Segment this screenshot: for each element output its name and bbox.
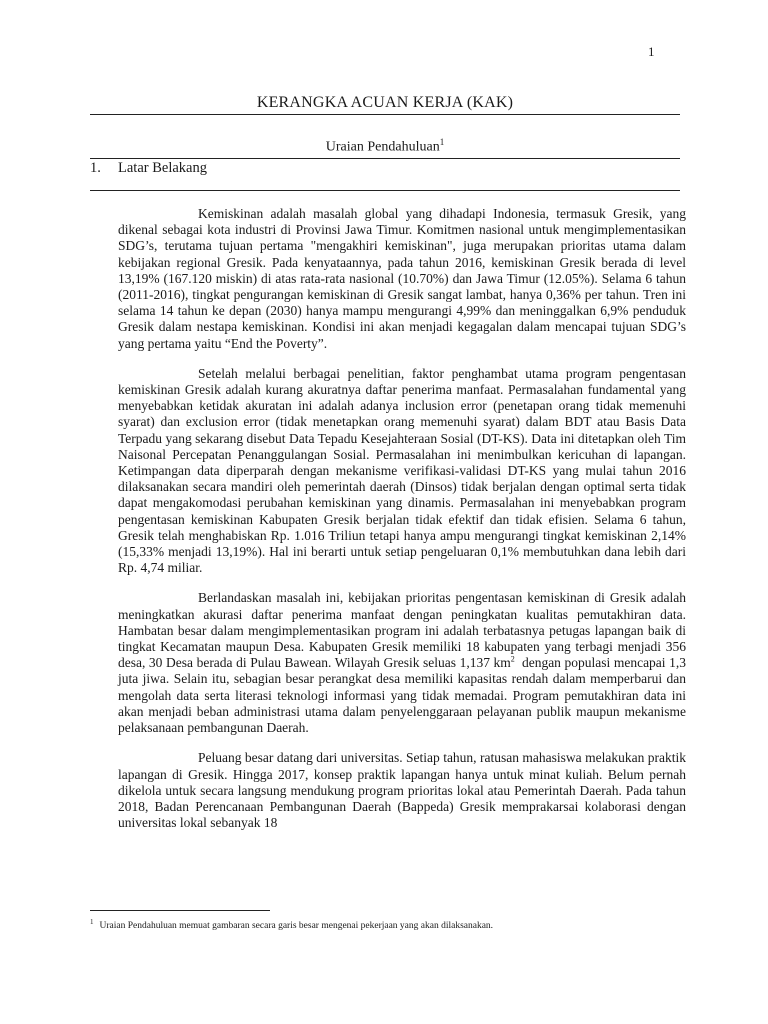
- subtitle-text: Uraian Pendahuluan: [325, 139, 440, 155]
- paragraph-2: Setelah melalui berbagai penelitian, faktor penghambat utama program pengentasan kemiskinan Gresik adalah kurang akuratnya daftar penerima manfaat. Permasalahan fundamental yang menyebabkan ketidak akuratan ini adalah adanya inclusion error (penetapan orang tidak memenuhi syarat) dan exclusion error (tidak menetapkan orang memenuhi syarat) dalam BDT atau Basis Data Terpadu yang sekarang disebut Data Tepadu Kesejahteraan Sosial (DT-KS). Data ini ditetapkan oleh Tim Naisonal Percepatan Penanggulangan Sosial. Permasalahan ini menimbulkan kericuhan di lapangan. Ketimpangan data diperparah dengan mekanisme verifikasi-validasi DT-KS yang mulai tahun 2016 dilaksanakan secara mandiri oleh pemerintah daerah (Dinsos) tidak berjalan dengan optimal serta tidak dapat mengakomodasi perubahan kemiskinan yang dinamis. Permasalahan ini menyebabkan program pengentasan kemiskinan Kabupaten Gresik berjalan tidak efektif dan tidak efisien. Selama 6 tahun, Gresik telah menghabiskan Rp. 1.016 Triliun tetapi hanya ampu mengurangi tingkat kemiskinan 2,14% (15,33% menjadi 13,19%). Hal ini berarti untuk setiap pengeluaran 0,1% membutuhkan dana lebih dari Rp. 4,74 miliar.: [118, 365, 686, 576]
- footnote-mark: 1: [90, 918, 94, 926]
- section-number: 1.: [90, 160, 101, 176]
- section-rule-top: [90, 158, 680, 159]
- superscript-km: 2: [510, 654, 515, 664]
- footnote-text: Uraian Pendahuluan memuat gambaran secara garis besar mengenai pekerjaan yang akan dilaksanakan.: [99, 921, 494, 932]
- footnote: [90, 918, 680, 931]
- body-text: [118, 206, 686, 845]
- paragraph-3-part-b: dengan populasi mencapai 1,3 juta jiwa. Selain itu, sebagian besar perangkat desa memiliki kapasitas rendah dalam memperbarui dan mengolah data serta literasi teknologi informasi yang tidak memadai. Program pemutakhiran data ini akan menjadi beban administrasi utama dalam penyelenggaraan pelayanan publik maupun mekanisme pelaksanaan pembangunan Daerah.: [118, 655, 687, 736]
- footnote-separator: [90, 910, 270, 911]
- title-underline: [90, 114, 680, 115]
- section-label: Latar Belakang: [118, 160, 207, 176]
- paragraph-4: Peluang besar datang dari universitas. Setiap tahun, ratusan mahasiswa melakukan praktik lapangan di Gresik. Hingga 2017, konsep praktik lapangan hanya untuk minat kuliah. Belum pernah dikelola untuk secara langsung mendukung program prioritas lokal atau Pemerintah Daerah. Pada tahun 2018, Badan Perencanaan Pembangunan Daerah (Bappeda) Gresik memprakarsai kolaborasi dengan universitas lokal sebanyak 18: [118, 750, 686, 831]
- paragraph-3: [118, 590, 686, 736]
- document-title: KERANGKA ACUAN KERJA (KAK): [256, 94, 514, 111]
- subtitle-footnote-mark: 1: [439, 137, 445, 147]
- paragraph-3-part-a: Berlandaskan masalah ini, kebijakan prioritas pengentasan kemiskinan di Gresik adalah meningkatkan akurasi daftar penerima manfaat dengan peningkatan kualitas pemutakhiran data. Hambatan besar dalam mengimplementasikan program ini adalah terbatasnya petugas lapangan baik di tingkat Kecamatan maupun Desa. Kabupaten Gresik memiliki 18 kabupaten yang terbagi menjadi 356 desa, 30 Desa berada di Pulau Bawean. Wilayah Gresik seluas 1,137 km: [118, 590, 686, 671]
- section-subtitle: [90, 137, 680, 156]
- page-number: 1: [648, 44, 655, 59]
- section-rule-bottom: [90, 190, 680, 191]
- paragraph-1: Kemiskinan adalah masalah global yang dihadapi Indonesia, termasuk Gresik, yang dikenal sebagai kota industri di Provinsi Jawa Timur. Komitmen nasional untuk mengimplementasikan SDG’s, terutama tujuan pertama "mengakhiri kemiskinan", juga merupakan prioritas utama dalam kebijakan regional Gresik. Pada kenyataannya, pada tahun 2016, kemiskinan Gresik berada di level 13,19% (167.120 miskin) di atas rata-rata nasional (10.70%) dan Jawa Timur (12.05%). Selama 6 tahun (2011-2016), tingkat pengurangan kemiskinan di Gresik sangat lambat, hanya 0,36% per tahun. Tren ini selama 14 tahun ke depan (2030) hanya mampu mengurangi 4,99% dan meninggalkan 6,9% penduduk Gresik dalam nestapa kemiskinan. Kondisi ini akan menjadi kegagalan dalam mencapai tujuan SDG’s yang pertama yaitu “End the Poverty”.: [118, 206, 686, 351]
